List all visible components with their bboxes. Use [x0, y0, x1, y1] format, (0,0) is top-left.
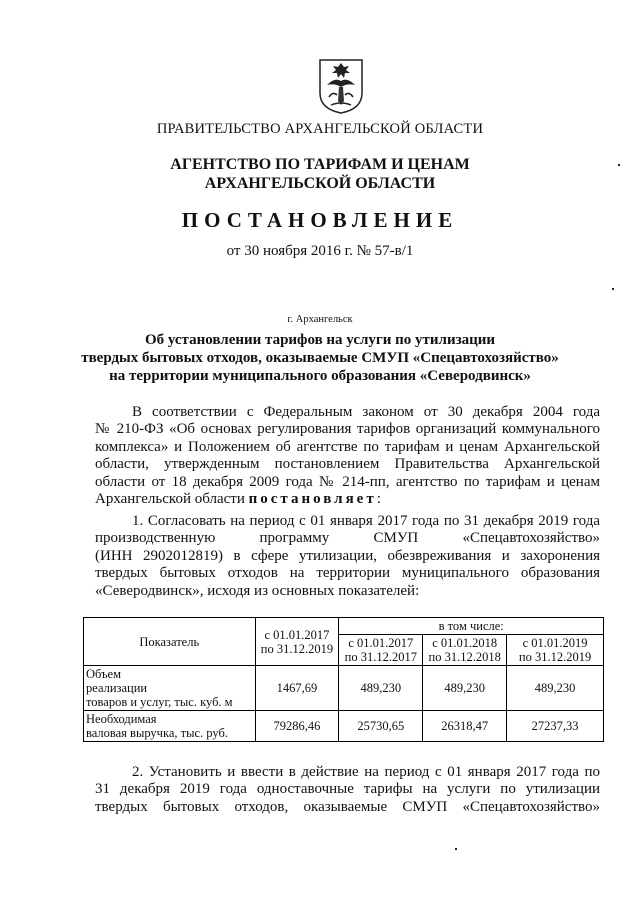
indicators-table [83, 617, 604, 742]
label-line: валовая выручка, тыс. руб. [86, 726, 228, 740]
city: г. Архангельск [287, 314, 353, 325]
label-line: реализации [86, 681, 148, 695]
subject-line3: на территории муниципального образования «Северодвинск» [109, 368, 531, 384]
document-type: ПОСТАНОВЛЕНИЕ [181, 208, 459, 232]
subject-heading [0, 331, 640, 385]
item-2-line: 31 декабря 2019 года одноставочные тарифы на услуги по утилизации [95, 781, 600, 798]
period-from: с 01.01.2018 [432, 636, 498, 650]
item-2-line: 2. Установить и ввести в действие на период с 01 января 2017 года по [132, 764, 600, 780]
preamble-paragraph [95, 404, 600, 508]
item-2-line: твердых бытовых отходов, оказываемые СМУП «Спецавтохозяйство» [95, 798, 600, 815]
agency-title-line1: АГЕНТСТВО ПО ТАРИФАМ И ЦЕНАМ [170, 156, 470, 173]
header-total-from: с 01.01.2017 [264, 627, 330, 642]
item-2-paragraph [95, 764, 600, 816]
resolves-word: постановляет [248, 491, 377, 508]
period-to: по 31.12.2017 [344, 650, 417, 664]
table-row [84, 666, 604, 711]
cell-total: 1467,69 [255, 666, 339, 711]
preamble-colon: : [376, 491, 381, 508]
header-period-2018 [423, 635, 507, 666]
item-1-line: 1. Согласовать на период с 01 января 2017 года по 31 декабря 2019 года [132, 513, 600, 529]
preamble-line: В соответствии с Федеральным законом от 30 декабря 2004 года [132, 404, 600, 420]
period-from: с 01.01.2017 [348, 636, 414, 650]
subject-line2: твердых бытовых отходов, оказываемые СМУП «Спецавтохозяйство» [81, 350, 559, 366]
table-row [84, 711, 604, 742]
item-1-line: (ИНН 2902012819) в сфере утилизации, обезвреживания и захоронения [95, 547, 600, 564]
government-title: ПРАВИТЕЛЬСТВО АРХАНГЕЛЬСКОЙ ОБЛАСТИ [156, 121, 484, 137]
period-from: с 01.01.2019 [522, 636, 588, 650]
agency-title-line2: АРХАНГЕЛЬСКОЙ ОБЛАСТИ [204, 175, 436, 192]
preamble-line: комплекса» и Положением об агентстве по тарифам и ценам Архангельской [95, 438, 600, 455]
period-to: по 31.12.2019 [518, 650, 592, 664]
subject-line1: Об установлении тарифов на услуги по утилизации [144, 332, 496, 348]
table-header-row [84, 618, 604, 635]
cell-2018: 26318,47 [423, 711, 507, 742]
header-period-2017 [339, 635, 423, 666]
item-1-line: «Северодвинск», исходя из основных показателей: [95, 582, 420, 599]
item-1-line: твердых бытовых отходов на территории муниципального образования [95, 565, 600, 582]
cell-2019: 27237,33 [507, 711, 604, 742]
date-and-number: от 30 ноября 2016 г. № 57-в/1 [226, 243, 414, 259]
scan-speck [612, 288, 614, 290]
item-1-line: производственную программу СМУП «Спецавтохозяйство» [95, 530, 600, 547]
preamble-line: № 210-ФЗ «Об основах регулирования тарифов организаций коммунального [95, 421, 600, 438]
scan-speck [618, 164, 620, 166]
header-total-period [255, 618, 339, 666]
cell-2017: 489,230 [339, 666, 423, 711]
cell-2017: 25730,65 [339, 711, 423, 742]
row-label-revenue [84, 711, 256, 742]
header-indicator: Показатель [84, 618, 256, 666]
item-1-paragraph [95, 513, 600, 600]
header-period-2019 [507, 635, 604, 666]
row-label-volume [84, 666, 256, 711]
coat-of-arms-emblem [317, 57, 365, 115]
preamble-line: области, утвержденным постановлением Правительства Архангельской [95, 456, 600, 473]
scan-speck [455, 848, 457, 850]
cell-total: 79286,46 [255, 711, 339, 742]
header-including: в том числе: [339, 618, 604, 635]
cell-2019: 489,230 [507, 666, 604, 711]
cell-2018: 489,230 [423, 666, 507, 711]
label-line: Необходимая [86, 712, 157, 726]
header-total-to: по 31.12.2019 [260, 641, 334, 656]
preamble-prefix: Архангельской области [95, 491, 245, 508]
label-line: товаров и услуг, тыс. куб. м [86, 695, 233, 709]
preamble-line: области от 18 декабря 2009 года № 214-пп, агентство по тарифам и ценам [95, 473, 600, 490]
label-line: Объем [86, 667, 121, 681]
period-to: по 31.12.2018 [428, 650, 501, 664]
preamble-line [95, 491, 600, 508]
agency-title [0, 155, 640, 193]
